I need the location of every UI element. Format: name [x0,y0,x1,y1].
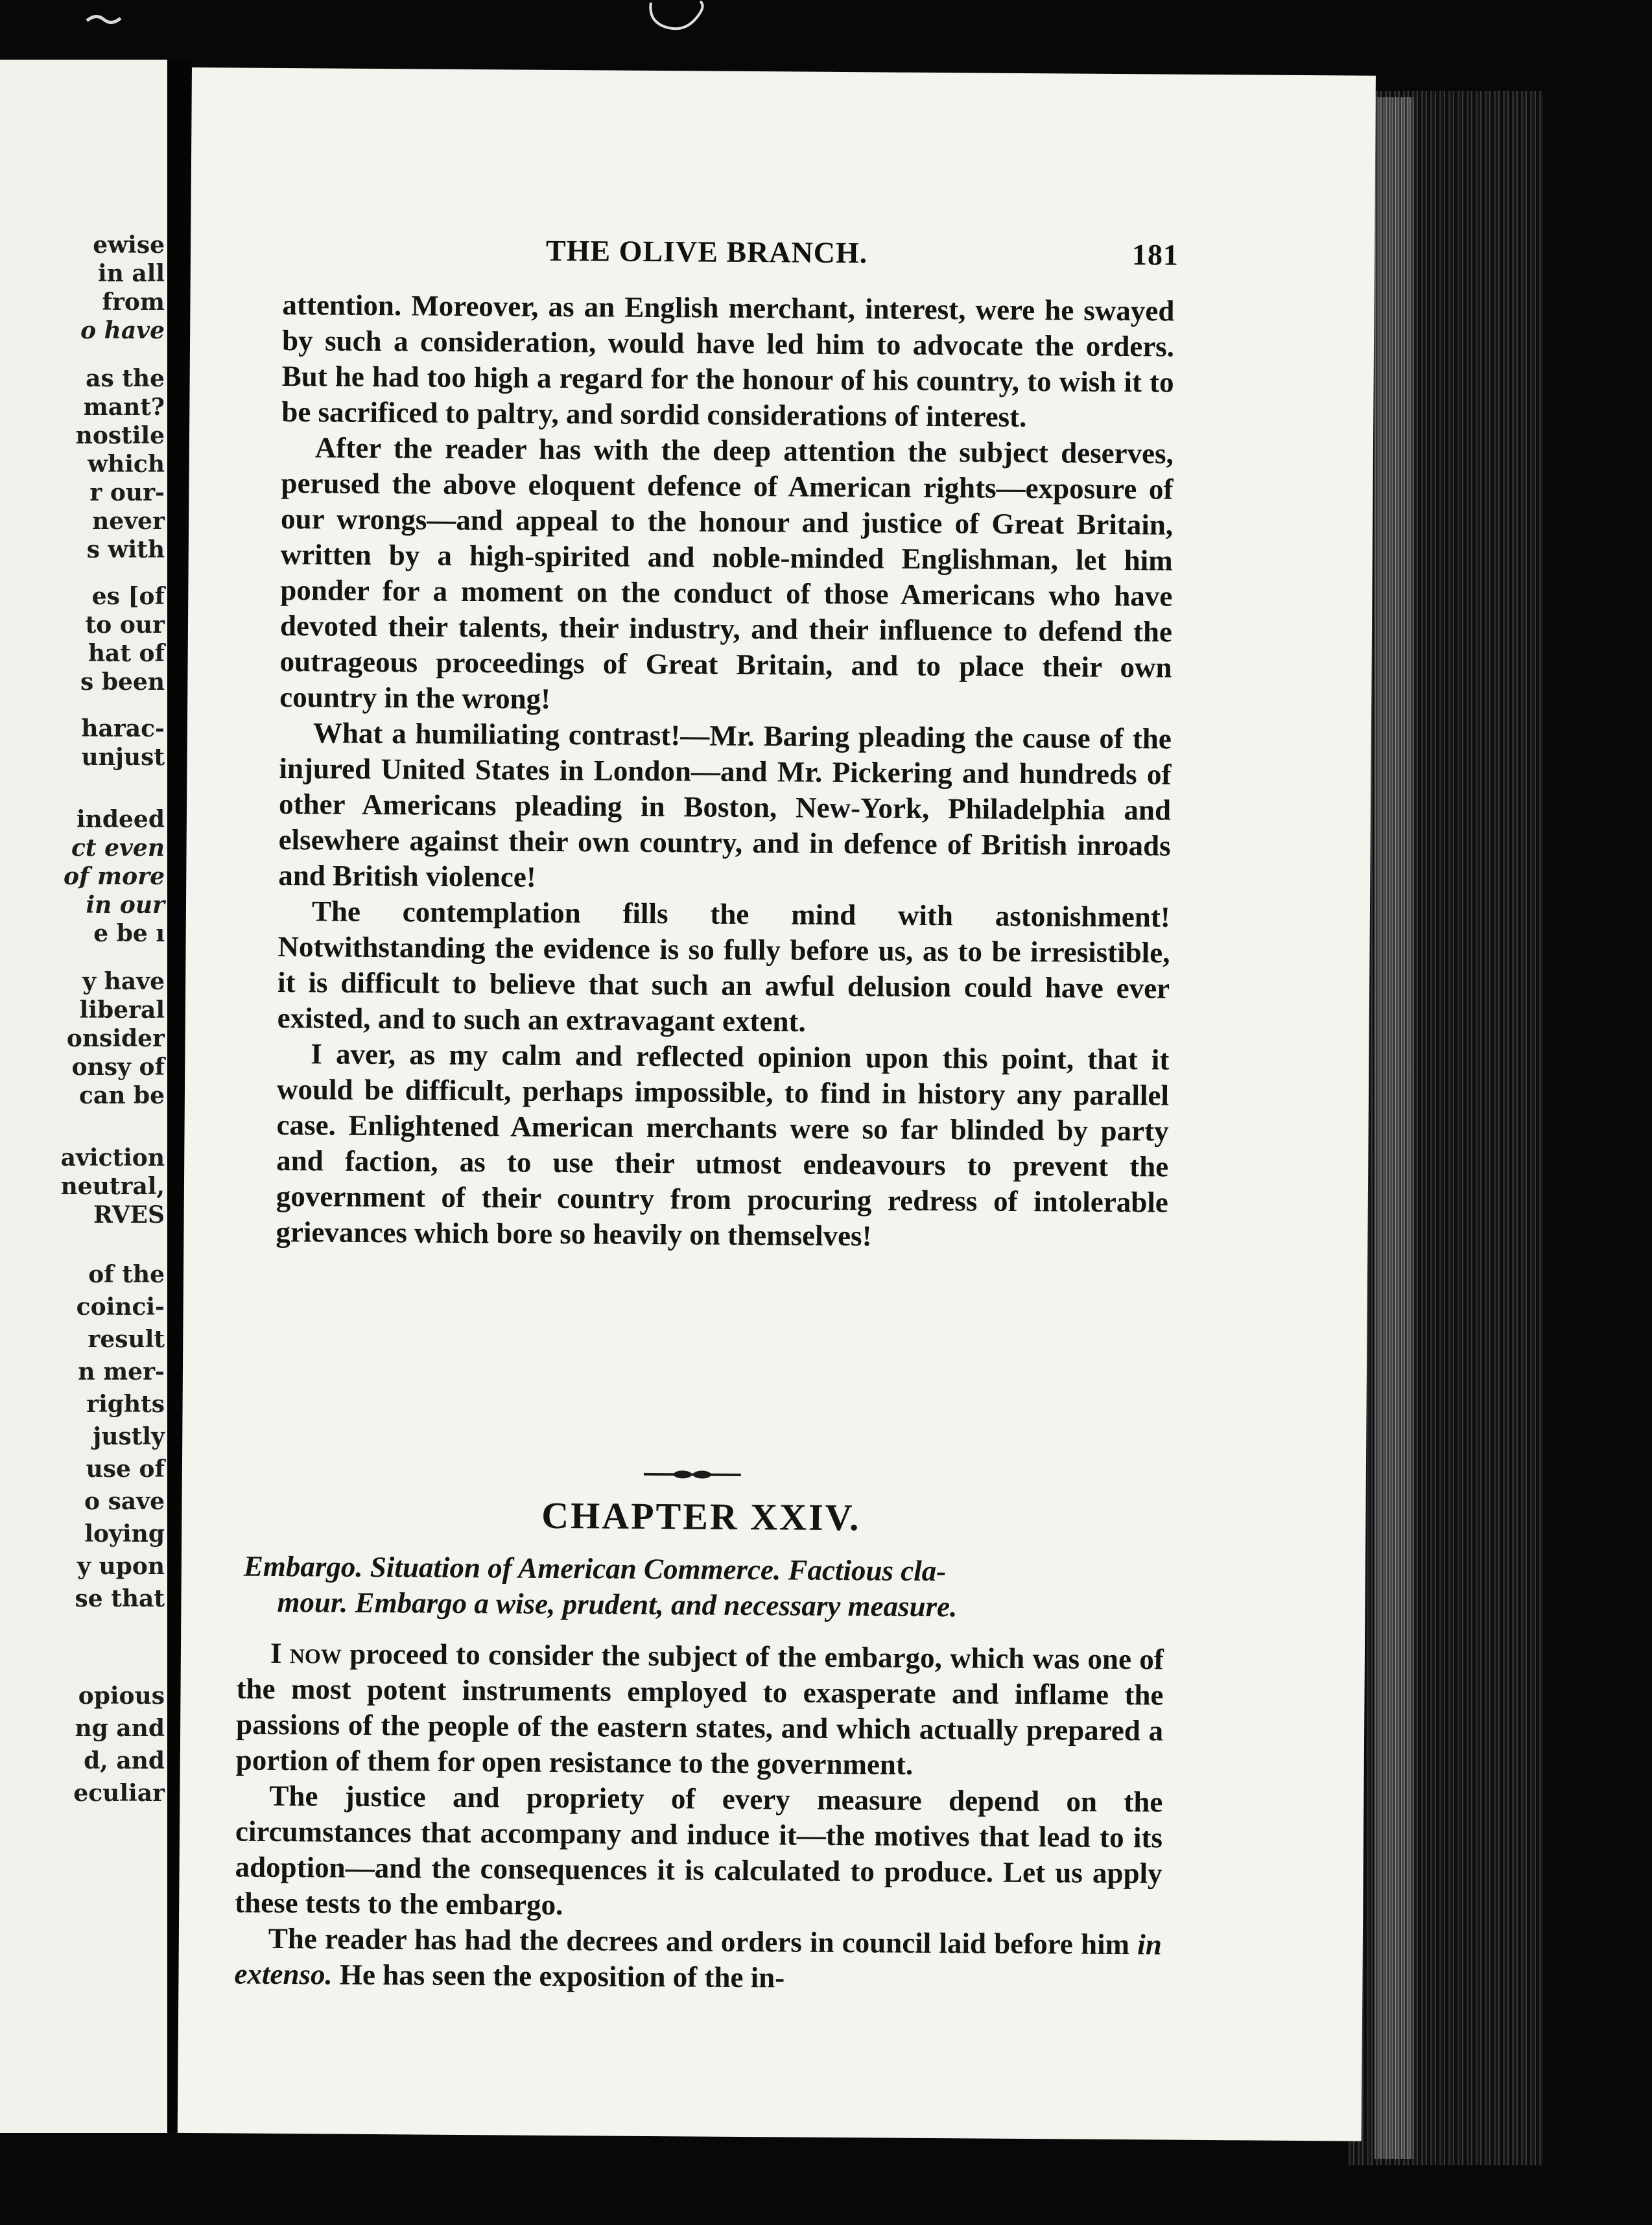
left-page-text-fragment: s been [80,668,165,696]
running-head [191,231,1375,272]
ornament-rule-icon [644,1470,741,1479]
paragraph: I aver, as my calm and reflected opinion upon this point, that it would be difficult, perhaps impossible, to find in history any parallel case. Enlightened American merchants were so far blinded by party and faction, as to use their utmost endeavours to prevent the government of their country from procuring redress of intolerable grievances which bore so heavily on themselves! [276,1037,1170,1253]
left-page-text-fragment: y have [82,968,165,995]
left-page-text-fragment: aviction [60,1144,165,1171]
string-mark-icon [643,0,714,39]
left-page-text-fragment: which [88,451,165,478]
chapter-summary-line: Embargo. Situation of American Commerce. Factious cla- [243,1549,947,1588]
left-page-text-fragment: mant? [83,394,165,421]
left-page-text-fragment: ct even [71,834,165,862]
left-page-text-fragment: loying [84,1520,165,1548]
left-page-text-fragment: as the [86,365,165,392]
paragraph-text: The reader has had the decrees and orders in council laid before him [268,1922,1138,1961]
left-page-text-fragment: onsider [66,1025,165,1052]
paragraph: The justice and propriety of every measure depend on the circumstances that accompany and induce it—the motives that lead to its adoption—and the consequences it is calculated to produce. Let us apply these tests to the embargo. [235,1779,1163,1922]
left-page-text-fragment: d, and [84,1747,165,1774]
body-text [276,287,1174,1256]
left-page-text-fragment: can be [78,1082,165,1109]
left-page-text-fragment: use of [86,1455,165,1483]
left-page-text-fragment: indeed [76,806,165,833]
left-page-text-fragment: rights [86,1391,165,1418]
left-page-text-fragment: s with [86,536,165,563]
left-page-text-fragment: y upon [77,1553,165,1580]
paragraph-text: He has seen the exposition of the in- [332,1958,785,1994]
book-page [178,67,1376,2141]
page-number: 181 [1131,238,1179,272]
left-page-text-fragment: o have [80,317,165,344]
left-page-text-fragment: r our- [89,479,165,506]
left-page-text-fragment: justly [93,1423,165,1450]
left-page-text-fragment: in all [97,260,165,287]
chapter-summary [243,1549,1158,1627]
paragraph: attention. Moreover, as an English merchant, interest, were he swayed by such a consideration, would have led him to advocate the orders. But he had too high a regard for the honour of his country, to wish it to be sacrificed to paltry, and sordid considerations of interest. [281,288,1175,434]
paragraph-lead: I now [270,1636,342,1670]
left-page-text-fragment: of more [63,863,165,890]
chapter-text [234,1636,1164,1999]
left-page-text-fragment: ewise [93,231,165,259]
left-page-text-fragment: nostile [75,422,165,449]
paragraph-italic: in extenso. [234,1928,1162,1991]
paragraph: The contemplation fills the mind with astonishment! Notwithstanding the evidence is so fully before us, as to be irresistible, it is difficult to believe that such an awful delusion could have ever existed, and to such an extravagant extent. [277,895,1171,1038]
left-page-text-fragment: n mer- [78,1358,165,1385]
left-page-text-fragment: o save [84,1488,165,1515]
left-page-text-fragment: onsy of [71,1054,165,1081]
left-page-text-fragment: coinci- [76,1293,165,1321]
left-page-text-fragment: harac- [81,715,165,742]
paragraph: After the reader has with the deep attention the subject deserves, perused the above eloquent defence of American rights—exposure of our wrongs—and appeal to the honour and justice of Great Britain, written by a high-spirited and noble-minded Englishman, let him ponder for a moment on the conduct of those Americans who have devoted their talents, their industry, and their influence to defend the outrageous proceedings of Great Britain, and to place their own country in the wrong! [279,431,1174,715]
left-page-text-fragment: never [92,508,165,535]
left-page-text-fragment: in our [86,891,165,919]
left-page-text-fragment: liberal [79,996,165,1024]
left-page-text-fragment: neutral, [60,1173,165,1200]
paragraph-rest: proceed to consider the subject of the embargo, which was one of the most potent instruments employed to exasperate and inflame the passions of the people of the eastern states, and which actually prepared a portion of them for open resistance to the government. [235,1637,1164,1781]
left-page-text-fragment: se that [75,1585,165,1612]
chapter-title: CHAPTER XXIV. [541,1494,861,1539]
left-page-text-fragment: es [of [91,583,165,610]
left-page-text-fragment: to our [85,611,165,639]
chapter-heading-block [243,1467,1159,1623]
left-page-text-fragment: ng and [75,1715,165,1742]
paragraph [234,1921,1162,1999]
previous-page-fragment [0,60,167,2133]
left-page-text-fragment: opious [78,1682,165,1710]
scan-corner-mark [84,12,123,27]
page-fore-edge-highlight [1375,97,1413,2159]
chapter-summary-line: mour. Embargo a wise, prudent, and necessary measure. [277,1585,958,1623]
left-page-text-fragment: e be ı [93,920,165,947]
paragraph [236,1636,1164,1785]
left-page-text-fragment: result [88,1326,165,1353]
left-page-text-fragment: eculiar [73,1780,165,1807]
left-page-text-fragment: RVES [93,1201,165,1229]
left-page-text-fragment: hat of [88,640,165,667]
left-page-text-fragment: unjust [81,744,165,771]
paragraph: What a humiliating contrast!—Mr. Baring pleading the cause of the injured United States in London—and Mr. Pickering and hundreds of other Americans pleading in Boston, New-York, Philadelphia and elsewhere against their own country, and in defence of British inroads and British violence! [278,716,1172,893]
left-page-text-fragment: of the [88,1261,165,1288]
left-page-text-fragment: from [102,288,165,316]
running-title: THE OLIVE BRANCH. [545,233,868,270]
